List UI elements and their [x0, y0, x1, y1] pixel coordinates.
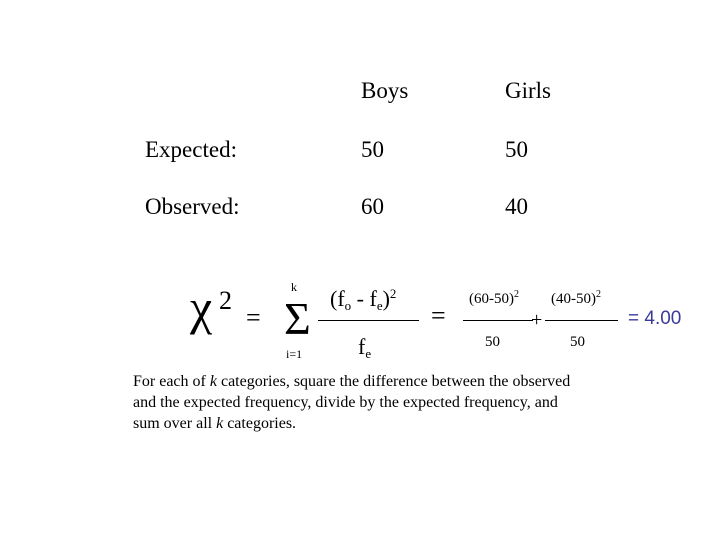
formula-caption: For each of k categories, square the difference between the observed and the expected frequency, divide by the expected frequency, and sum over all k categories. [133, 373, 571, 432]
term1-denominator: 50 [485, 334, 500, 350]
general-numerator: $(f_o - f_e)^2$ [330, 286, 397, 313]
chi-symbol: χ [190, 279, 213, 335]
result-value: = 4.00 [628, 308, 682, 329]
chi-exponent: 2 [219, 286, 232, 315]
term2-fraction-bar [545, 320, 618, 321]
term1-numerator: $(60-50)^2$ [469, 289, 519, 307]
general-fraction-bar [318, 320, 419, 321]
term1-fraction-bar [463, 320, 533, 321]
equals-sign-2: = [431, 301, 446, 330]
term2-denominator: 50 [570, 334, 585, 350]
sigma-symbol: Σ [284, 293, 311, 344]
cell-expected-boys: 50 [361, 137, 384, 162]
sum-upper-limit: k [291, 280, 297, 294]
cell-expected-girls: 50 [505, 137, 528, 162]
general-denominator: $f_e$ [358, 334, 372, 361]
column-header-boys: Boys [361, 78, 409, 103]
term2-numerator: $(40-50)^2$ [551, 289, 601, 307]
plus-sign: + [531, 309, 543, 331]
cell-observed-girls: 40 [505, 194, 528, 219]
sum-lower-limit: i=1 [286, 347, 303, 361]
equals-sign: = [246, 303, 261, 332]
column-header-girls: Girls [505, 78, 551, 103]
cell-observed-boys: 60 [361, 194, 384, 219]
row-label-expected: Expected: [145, 137, 237, 162]
row-label-observed: Observed: [145, 194, 240, 219]
